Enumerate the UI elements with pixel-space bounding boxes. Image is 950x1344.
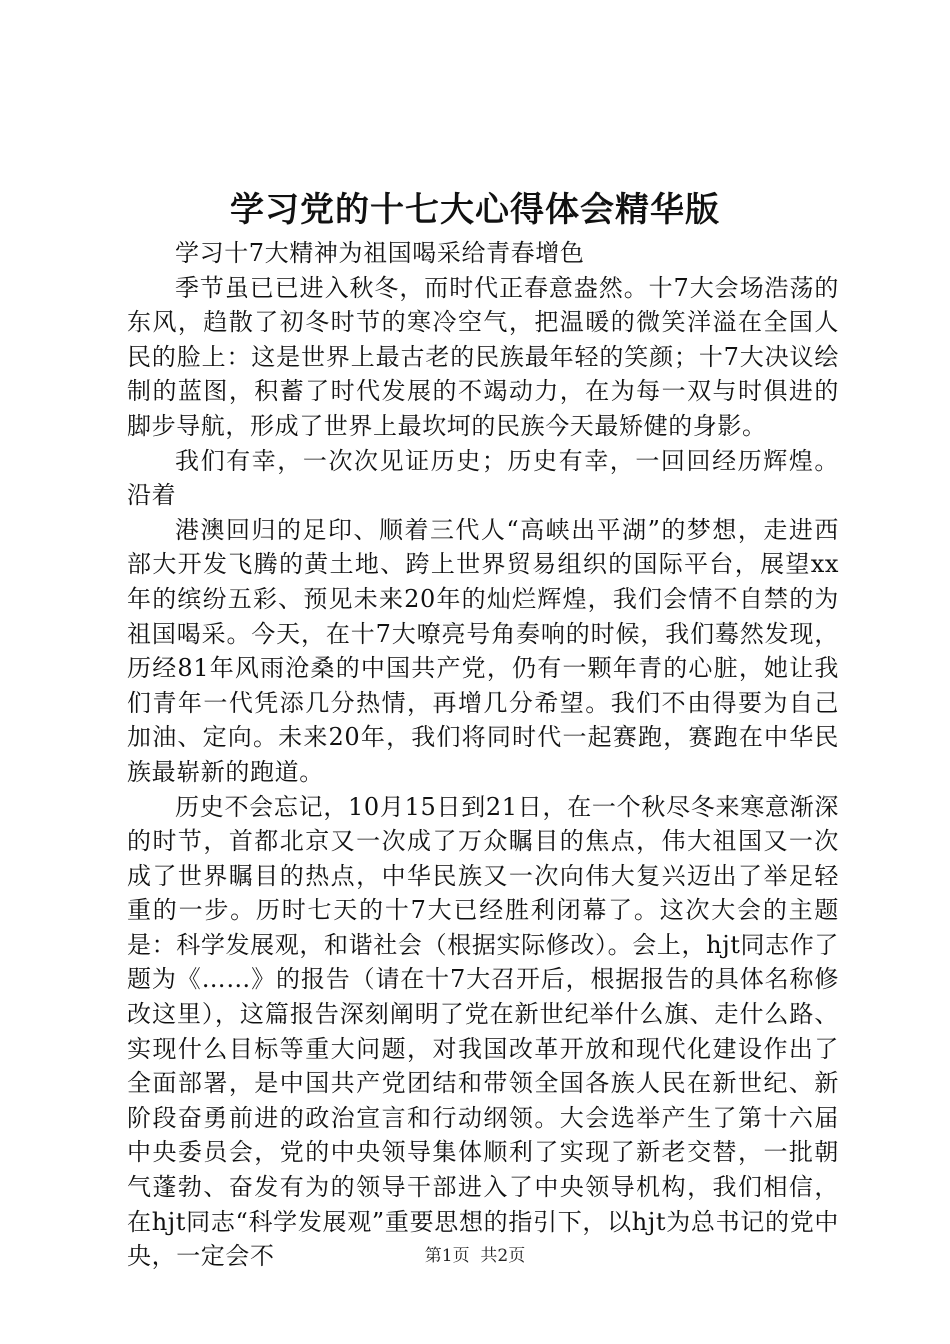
- subtitle-paragraph: 学习十7大精神为祖国喝采给青春增色: [175, 239, 585, 267]
- body-paragraph: 港澳回归的足印、顺着三代人“高峡出平湖”的梦想，走进西部大开发飞腾的黄土地、跨上世界贸易组织的国际平台，展望xx年的缤纷五彩、预见未来20年的灿烂辉煌，我们会情不自禁的为祖国喝采。今天，在十7大嘹亮号角奏响的时候，我们蓦然发现，历经81年风雨沧桑的中国共产党，仍有一颗年青的心脏，她让我们青年一代凭添几分热情，再增几分希望。我们不由得要为自己加油、定向。未来20年，我们将同时代一起赛跑，赛跑在中华民族最崭新的跑道。: [127, 515, 839, 786]
- document-body: [127, 236, 839, 1274]
- body-paragraph: 我们有幸，一次次见证历史；历史有幸，一回回经历辉煌。沿着: [127, 446, 839, 510]
- document-title: 学习党的十七大心得体会精华版: [230, 190, 720, 230]
- page-number: 第1页: [424, 1246, 470, 1266]
- body-paragraph: 季节虽已已进入秋冬，而时代正春意盎然。十7大会场浩荡的东风，趋散了初冬时节的寒冷空气，把温暖的微笑洋溢在全国人民的脸上：这是世界上最古老的民族最年轻的笑颜；十7大决议绘制的蓝图，积蓄了时代发展的不竭动力，在为每一双与时俱进的脚步导航，形成了世界上最坎坷的民族今天最矫健的身影。: [127, 273, 839, 440]
- page-count: 共2页: [480, 1246, 526, 1266]
- page-footer: [0, 1244, 950, 1268]
- body-paragraph: 历史不会忘记，10月15日到21日，在一个秋尽冬来寒意渐深的时节，首都北京又一次成了万众瞩目的焦点，伟大祖国又一次成了世界瞩目的热点，中华民族又一次向伟大复兴迈出了举足轻重的一步。历时七天的十7大已经胜利闭幕了。这次大会的主题是：科学发展观，和谐社会（根据实际修改）。会上，hjt同志作了题为《……》的报告（请在十7大召开后，根据报告的具体名称修改这里），这篇报告深刻阐明了党在新世纪举什么旗、走什么路、实现什么目标等重大问题，对我国改革开放和现代化建设作出了全面部署，是中国共产党团结和带领全国各族人民在新世纪、新阶段奋勇前进的政治宣言和行动纲领。大会选举产生了第十六届中央委员会，党的中央领导集体顺利了实现了新老交替，一批朝气蓬勃、奋发有为的领导干部进入了中央领导机构，我们相信，在hjt同志“科学发展观”重要思想的指引下，以hjt为总书记的党中央，一定会不: [127, 792, 839, 1271]
